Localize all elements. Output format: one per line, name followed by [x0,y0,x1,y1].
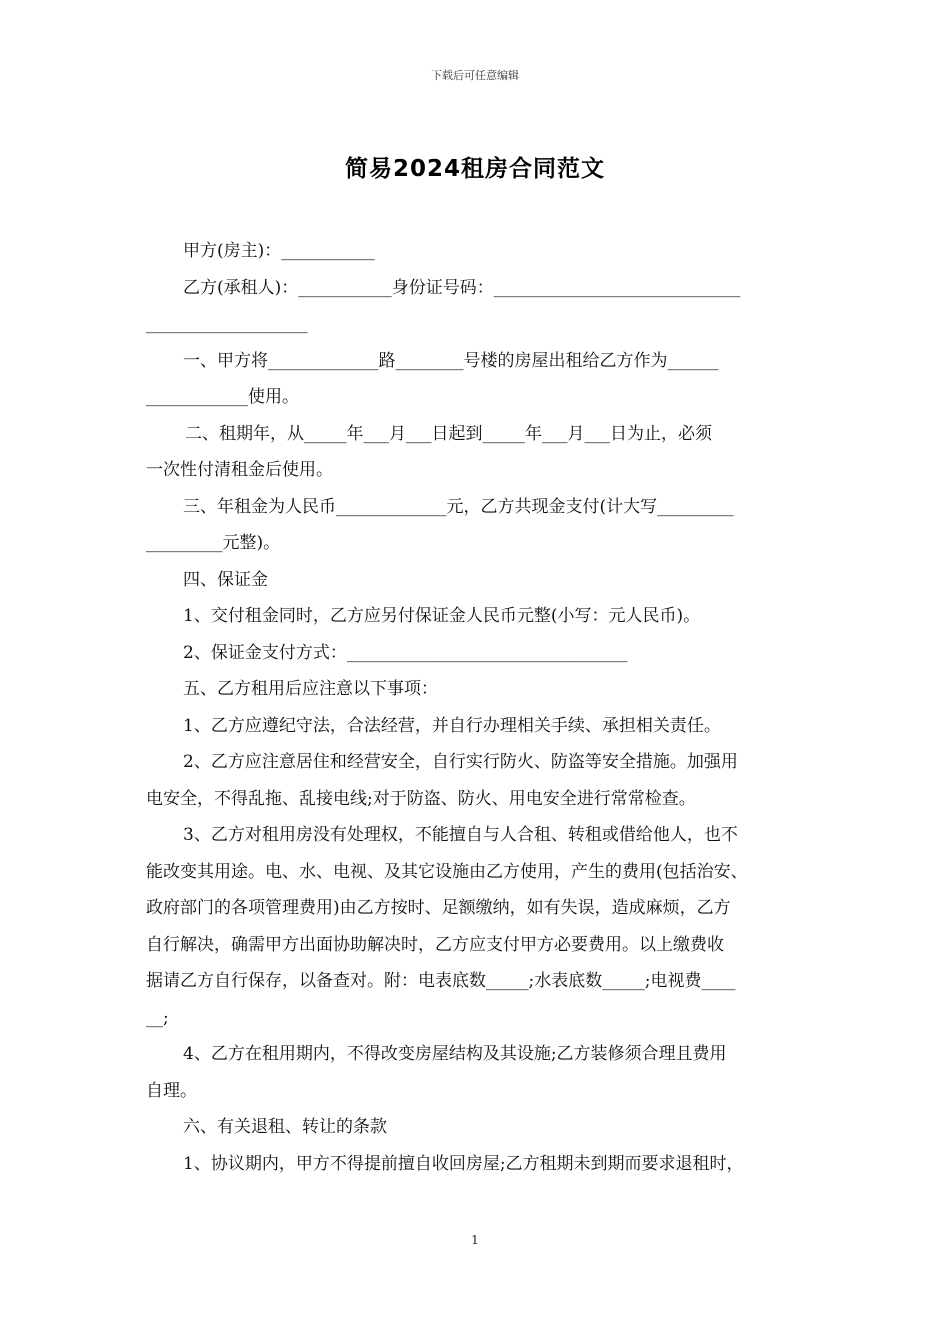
contract-body [146,233,808,1182]
clause-6-item-1: 1、协议期内，甲方不得提前擅自收回房屋;乙方租期未到期而要求退租时， [183,1153,744,1174]
clause-5-item-4: 4、乙方在租用期内，不得改变房屋结构及其设施;乙方装修须合理且费用 [183,1044,727,1064]
page-number: 1 [471,1233,479,1247]
clause-4-item-1: 1、交付租金同时，乙方应另付保证金人民币元整(小写：元人民币)。 [183,606,701,626]
clause-5-item-1: 1、乙方应遵纪守法，合法经营，并自行办理相关手续、承担相关责任。 [183,715,721,736]
clause-5-item-3-cont-2: 政府部门的各项管理费用)由乙方按时、足额缴纳，如有失误，造成麻烦，乙方 [146,898,731,918]
clause-5-item-4-cont: 自理。 [146,1080,197,1101]
clause-2-line: 二、租期年，从_____年___月___日起到_____年___月___日为止，必须 [185,423,712,444]
clause-5-item-2-cont: 电安全，不得乱拖、乱接电线;对于防盗、防火、用电安全进行常常检查。 [146,788,696,809]
clause-5-item-3: 3、乙方对租用房没有处理权，不能擅自与人合租、转租或借给他人，也不 [183,825,738,845]
clause-5-item-3-cont-4: 据请乙方自行保存，以备查对。附：电表底数_____;水表底数_____;电视费____ [146,971,736,991]
clause-1-line: 一、甲方将_____________路________号楼的房屋出租给乙方作为______ [183,350,719,371]
clause-1-line-cont: ____________使用。 [146,387,299,407]
page-header: 下载后可任意编辑 [431,69,519,82]
document-title: 简易2024租房合同范文 [344,156,605,182]
party-b-line-cont: ___________________ [146,314,308,334]
clause-4-item-2: 2、保证金支付方式：_________________________________ [183,642,628,663]
clause-5-item-3-cont-5: __; [146,1007,169,1028]
clause-6-heading: 六、有关退租、转让的条款 [183,1117,387,1137]
clause-3-line-cont: _________元整)。 [146,533,281,553]
party-a-line: 甲方(房主)：___________ [183,241,375,261]
clause-5-item-2: 2、乙方应注意居住和经营安全，自行实行防火、防盗等安全措施。加强用 [183,752,738,772]
clause-3-line: 三、年租金为人民币_____________元，乙方共现金支付(计大写_________ [183,496,734,517]
party-b-line: 乙方(承租人)：___________身份证号码：_____________________________ [183,277,741,298]
clause-4-heading: 四、保证金 [183,569,268,590]
clause-5-item-3-cont-3: 自行解决，确需甲方出面协助解决时，乙方应支付甲方必要费用。以上缴费收 [146,934,724,955]
clause-2-line-cont: 一次性付清租金后使用。 [146,460,333,480]
clause-5-item-3-cont-1: 能改变其用途。电、水、电视、及其它设施由乙方使用，产生的费用(包括治安、 [146,861,748,882]
clause-5-heading: 五、乙方租用后应注意以下事项： [183,679,438,699]
